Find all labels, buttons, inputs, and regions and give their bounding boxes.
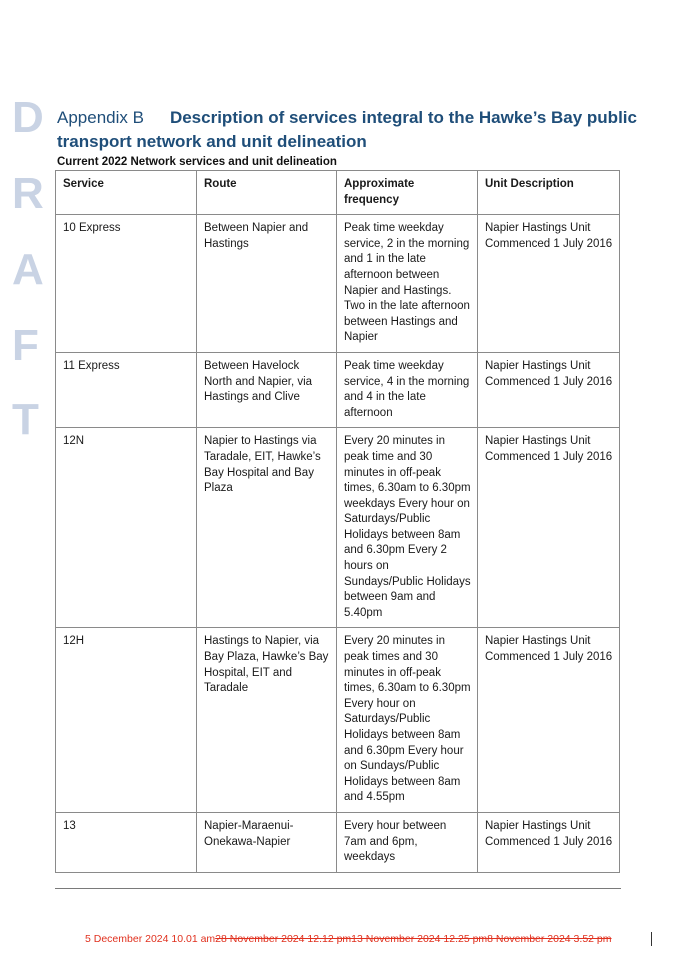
- cell-route: Napier-Maraenui-Onekawa-Napier: [197, 812, 337, 872]
- table-row: [56, 812, 620, 872]
- table-caption: Current 2022 Network services and unit delineation: [57, 156, 337, 168]
- cell-service: 10 Express: [56, 215, 197, 353]
- struck-dates: 28 November 2024 12.12 pm13 November 2024 12.25 pm8 November 2024 3.52 pm: [215, 933, 612, 945]
- table-row: [56, 428, 620, 628]
- table-row: [56, 628, 620, 813]
- text-cursor: [651, 932, 652, 946]
- footer-revision-dates: [85, 933, 612, 945]
- cell-service: 12N: [56, 428, 197, 628]
- cell-frequency: Every 20 minutes in peak times and 30 minutes in off-peak times, 6.30am to 6.30pm Every hour on Saturdays/Public Holidays between 8am and 6.30pm Every hour on Sundays/Public Holidays between 8am and 4.55pm: [337, 628, 478, 813]
- cell-frequency: Peak time weekday service, 4 in the morning and 4 in the late afternoon: [337, 352, 478, 427]
- page-title: [57, 106, 637, 154]
- cell-unit: Napier Hastings Unit Commenced 1 July 2016: [478, 352, 620, 427]
- watermark-letter: A: [12, 245, 44, 294]
- services-table: [55, 170, 620, 873]
- table-row: [56, 352, 620, 427]
- watermark-letter: R: [12, 169, 44, 218]
- cell-frequency: Every 20 minutes in peak time and 30 minutes in off-peak times, 6.30am to 6.30pm weekdays Every hour on Saturdays/Public Holidays between 8am and 6.30pm Every 2 hours on Sundays/Public Holidays between 9am and 5.40pm: [337, 428, 478, 628]
- header-unit: Unit Description: [478, 171, 620, 215]
- cell-unit: Napier Hastings Unit Commenced 1 July 2016: [478, 628, 620, 813]
- watermark-letter: F: [12, 321, 39, 370]
- header-route: Route: [197, 171, 337, 215]
- cell-service: 12H: [56, 628, 197, 813]
- cell-unit: Napier Hastings Unit Commenced 1 July 2016: [478, 215, 620, 353]
- cell-unit: Napier Hastings Unit Commenced 1 July 2016: [478, 428, 620, 628]
- cell-route: Between Havelock North and Napier, via Hastings and Clive: [197, 352, 337, 427]
- cell-frequency: Peak time weekday service, 2 in the morning and 1 in the late afternoon between Napier and Hastings. Two in the late afternoon between Hastings and Napier: [337, 215, 478, 353]
- watermark-letter: D: [12, 93, 44, 142]
- table-header-row: [56, 171, 620, 215]
- cell-frequency: Every hour between 7am and 6pm, weekdays: [337, 812, 478, 872]
- header-frequency: Approximate frequency: [337, 171, 478, 215]
- cell-service: 13: [56, 812, 197, 872]
- cell-route: Hastings to Napier, via Bay Plaza, Hawke’s Bay Hospital, EIT and Taradale: [197, 628, 337, 813]
- current-date: 5 December 2024 10.01 am: [85, 933, 216, 945]
- appendix-label: Appendix B: [57, 108, 144, 127]
- appendix-title: Description of services integral to the Hawke’s Bay public transport network and unit delineation: [57, 108, 637, 151]
- cell-service: 11 Express: [56, 352, 197, 427]
- cell-unit: Napier Hastings Unit Commenced 1 July 2016: [478, 812, 620, 872]
- header-service: Service: [56, 171, 197, 215]
- footer-divider: [55, 888, 621, 889]
- cell-route: Between Napier and Hastings: [197, 215, 337, 353]
- table-row: [56, 215, 620, 353]
- watermark-letter: T: [12, 395, 39, 444]
- cell-route: Napier to Hastings via Taradale, EIT, Hawke’s Bay Hospital and Bay Plaza: [197, 428, 337, 628]
